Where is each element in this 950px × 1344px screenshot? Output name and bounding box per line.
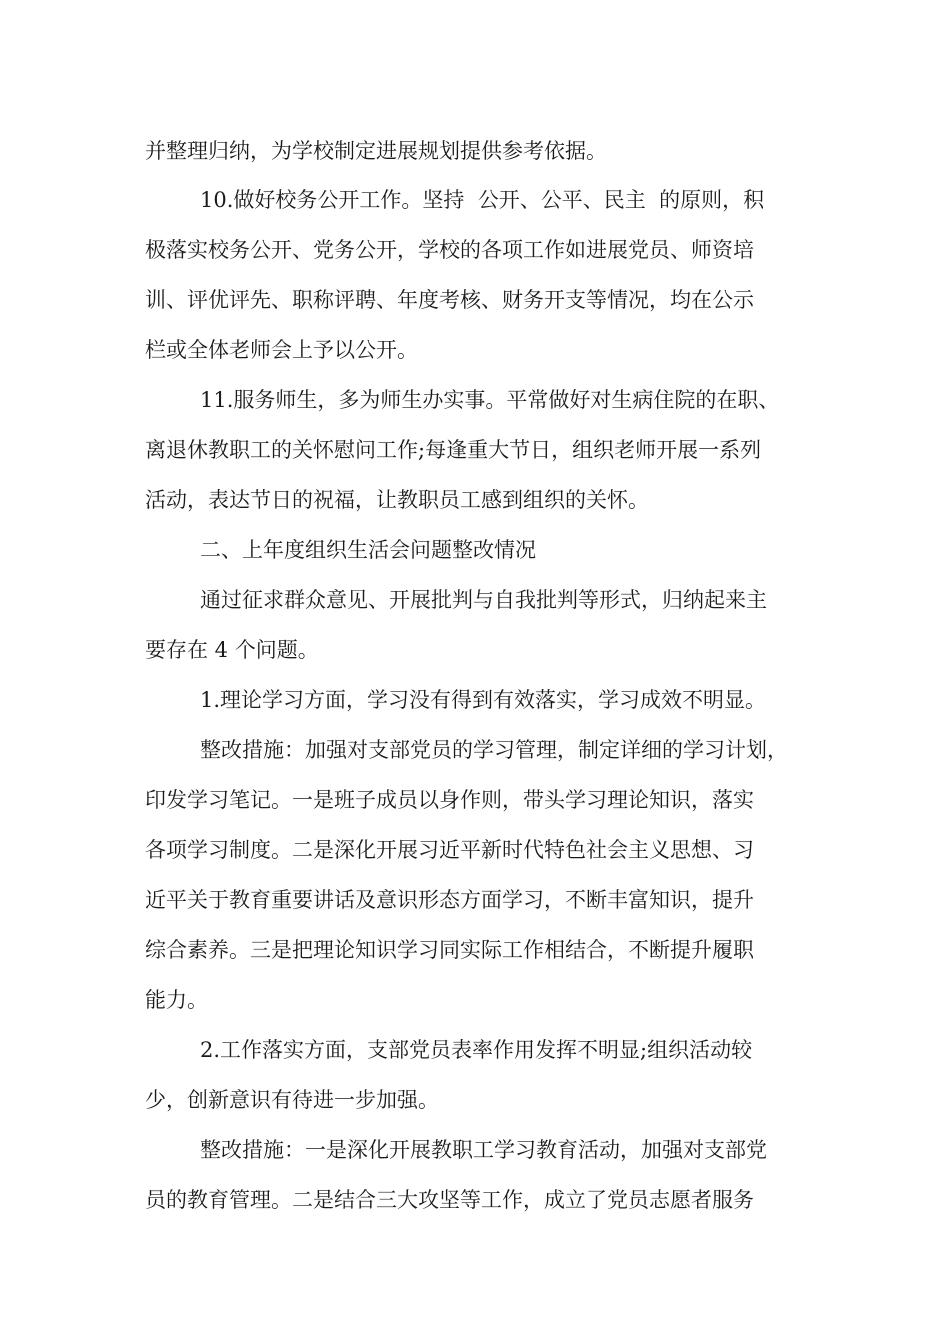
text-line: 各项学习制度。二是深化开展习近平新时代特色社会主义思想、习 [145,838,754,862]
text-line: 能力。 [145,988,208,1012]
text-line: 近平关于教育重要讲话及意识形态方面学习，不断丰富知识，提升 [145,888,754,912]
text-line: 训、评优评先、职称评聘、年度考核、财务开支等情况，均在公示 [145,288,754,312]
text-line: 印发学习笔记。一是班子成员以身作则，带头学习理论知识，落实 [145,788,754,812]
text-line: 离退休教职工的关怀慰问工作;每逢重大节日，组织老师开展一系列 [145,438,762,462]
text-line: 少，创新意识有待进一步加强。 [145,1088,439,1112]
text-line: 员的教育管理。二是结合三大攻坚等工作，成立了党员志愿者服务 [145,1188,754,1212]
text-line: 1.理论学习方面，学习没有得到有效落实，学习成效不明显。 [200,688,767,712]
text-line: 并整理归纳，为学校制定进展规划提供参考依据。 [145,139,607,163]
text-line: 整改措施：加强对支部党员的学习管理，制定详细的学习计划， [200,738,788,762]
text-line: 10.做好校务公开工作。坚持 公开、公平、民主 的原则，积 [200,188,765,212]
text-line: 2.工作落实方面，支部党员表率作用发挥不明显;组织活动较 [200,1038,753,1062]
text-line: 综合素养。三是把理论知识学习同实际工作相结合，不断提升履职 [145,938,754,962]
text-line: 整改措施：一是深化开展教职工学习教育活动，加强对支部党 [200,1138,767,1162]
section-heading: 二、上年度组织生活会问题整改情况 [200,538,536,562]
text-line: 活动，表达节日的祝福，让教职员工感到组织的关怀。 [145,488,649,512]
text-line: 要存在 4 个问题。 [145,638,319,662]
text-line: 极落实校务公开、党务公开，学校的各项工作如进展党员、师资培 [145,238,754,262]
text-line: 11.服务师生，多为师生办实事。平常做好对生病住院的在职、 [200,388,780,412]
text-line: 栏或全体老师会上予以公开。 [145,338,418,362]
text-line: 通过征求群众意见、开展批判与自我批判等形式，归纳起来主 [200,588,767,612]
